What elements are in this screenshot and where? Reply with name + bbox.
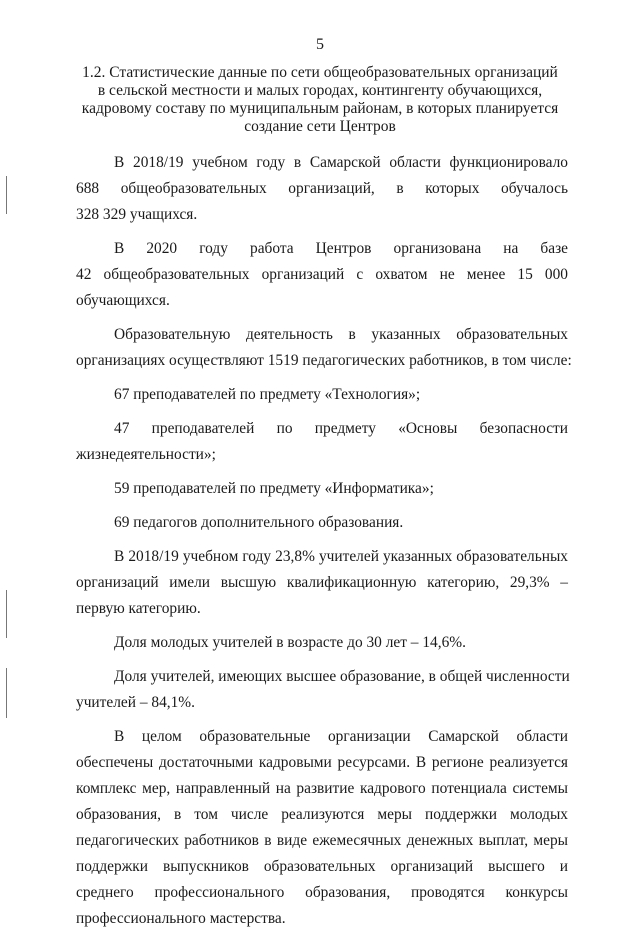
paragraph-line: образования, в том числе реализуются меры поддержки молодых <box>76 806 568 823</box>
paragraph <box>76 630 568 656</box>
paragraph <box>76 150 568 228</box>
paragraph-line: жизнедеятельности»; <box>76 446 216 463</box>
paragraph-line: Образовательную деятельность в указанных образовательных <box>114 326 568 343</box>
paragraph-line: организациях осуществляют 1519 педагогических работников, в том числе: <box>76 352 572 369</box>
paragraph-line: первую категорию. <box>76 600 201 617</box>
paragraph <box>76 322 572 374</box>
scan-mark <box>6 590 7 638</box>
paragraph-line: В 2018/19 учебном году 23,8% учителей указанных образовательных <box>114 548 568 565</box>
paragraph-line: 47 преподавателей по предмету «Основы безопасности <box>114 420 568 437</box>
paragraph-line: учителей – 84,1%. <box>76 694 195 711</box>
paragraph <box>76 510 568 536</box>
paragraph <box>76 476 568 502</box>
paragraph-line: обучающихся. <box>76 292 170 309</box>
paragraph-line: 59 преподавателей по предмету «Информатика»; <box>114 480 434 497</box>
scan-mark <box>6 668 7 718</box>
paragraph <box>76 544 568 622</box>
paragraph-line: поддержки выпускников образовательных организаций высшего и <box>76 858 568 875</box>
paragraph-line: профессионального мастерства. <box>76 910 286 927</box>
paragraph <box>76 664 568 716</box>
paragraph-line: обеспечены достаточными кадровыми ресурсами. В регионе реализуется <box>76 754 568 771</box>
paragraph <box>76 236 568 314</box>
paragraph-line: организаций имели высшую квалификационную категорию, 29,3% – <box>76 574 568 591</box>
paragraph <box>76 724 568 932</box>
paragraph-line: педагогических работников в виде ежемесячных денежных выплат, меры <box>76 832 568 849</box>
heading-line: создание сети Центров <box>244 118 396 135</box>
paragraph-line: В 2020 году работа Центров организована на базе <box>114 240 568 257</box>
paragraph <box>76 416 568 468</box>
paragraph-line: комплекс мер, направленный на развитие кадрового потенциала системы <box>76 780 568 797</box>
paragraph-line: 69 педагогов дополнительного образования. <box>114 514 404 531</box>
paragraph-line: В 2018/19 учебном году в Самарской области функционировало <box>114 154 568 171</box>
paragraph-line: Доля учителей, имеющих высшее образование, в общей численности <box>114 668 570 685</box>
paragraph-line: В целом образовательные организации Самарской области <box>114 728 568 745</box>
paragraph <box>76 382 568 408</box>
paragraph-line: 688 общеобразовательных организаций, в которых обучалось <box>76 180 568 197</box>
paragraph-line: среднего профессионального образования, проводятся конкурсы <box>76 884 568 901</box>
heading-line: 1.2. Статистические данные по сети общеобразовательных организаций <box>82 64 558 81</box>
paragraph-line: 67 преподавателей по предмету «Технология»; <box>114 386 421 403</box>
paragraph-line: 42 общеобразовательных организаций с охватом не менее 15 000 <box>76 266 568 283</box>
paragraph-line: 328 329 учащихся. <box>76 206 198 223</box>
heading-line: кадровому составу по муниципальным районам, в которых планируется <box>81 100 559 117</box>
heading-line: в сельской местности и малых городах, контингенту обучающихся, <box>97 82 543 99</box>
paragraph-line: Доля молодых учителей в возрасте до 30 лет – 14,6%. <box>114 634 466 651</box>
section-heading <box>70 64 570 136</box>
scan-mark <box>6 176 7 214</box>
page-number: 5 <box>316 36 324 53</box>
body-text <box>76 150 572 940</box>
